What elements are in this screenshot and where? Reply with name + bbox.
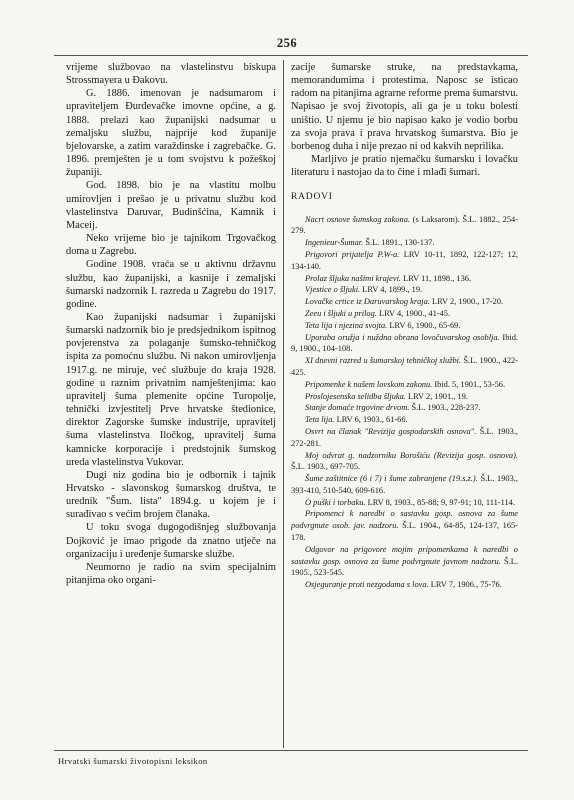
section-heading: RADOVI [291, 192, 333, 203]
work-entry [291, 379, 518, 391]
work-entry [291, 579, 518, 591]
page-number: 256 [276, 36, 298, 50]
work-reference: LRV 2, 1901., 19. [407, 391, 468, 401]
work-reference: Ibid. 9, 1900., 104-108. [291, 332, 519, 354]
work-title: Proslojesenska selidba šljuka. [305, 391, 406, 401]
work-reference: Š.L. 1900., 422-425. [291, 356, 519, 377]
work-title: XI dnevni razred u šumarskoj tehničkoj službi. [305, 356, 462, 366]
paragraph: Kao županijski nadsumar i županijski šumarski nadzornik bio je predsjednikom ispitnog povjerenstva za polaganje šumsko-tehničkog ispita za pomoćnu službu. Ni nakon umirovljenja 1917.g. ne miruje, već službuje do kraja 1928. godine u raznim privatnim namještenjima: kao upravitelj šuma plemenite općine Turopolje, tehnički izvjestitelj Prve hrvatske štedionice, direktor Zagorske šumske industrije, upravitelj šuma vlastelinstva Iločkog, upravitelj šuma kamnicke korporacije i predstojnik šumskog ureda vlastelinstva Vukovar. [66, 311, 276, 468]
paragraph: Godine 1908. vraća se u aktivnu državnu službu, kao županijski, a kasnije i zemaljski šumarski nadzornik I. razreda u Zagrebu do 1917. godine. [66, 259, 276, 310]
work-title: Ingenieur-Šumar. [305, 238, 364, 248]
paragraph: vrijeme službovao na vlastelinstvu biskupa Strossmayera u Đakovu. [66, 62, 276, 87]
work-entry [291, 308, 518, 320]
work-entry [291, 450, 518, 474]
works-list [291, 214, 518, 592]
work-entry [291, 320, 518, 332]
work-reference: (s Laksarom). Š.L. 1882., 254-279. [291, 214, 519, 236]
work-entry [291, 391, 518, 403]
work-title: Vjestice o šljuki. [305, 285, 361, 295]
work-title: Teta lija i njezina svojta. [305, 320, 388, 330]
work-entry [291, 332, 518, 356]
right-column [291, 61, 518, 591]
work-reference: LRV 4, 1900., 41-45. [378, 308, 451, 318]
work-entry [291, 414, 518, 426]
work-reference: Š.L. 1905., 523-545. [291, 556, 518, 578]
paragraph: Neumorno je radio na svim specijalnim pitanjima oko organi- [66, 561, 276, 587]
work-reference: LRV 6, 1903., 61-66. [336, 415, 408, 425]
column-divider [283, 60, 284, 748]
work-entry [291, 273, 518, 285]
footer-text: Hrvatski šumarski životopisni leksikon [58, 756, 208, 766]
header-rule [54, 55, 528, 56]
work-entry [291, 296, 518, 308]
work-entry [291, 497, 518, 509]
work-entry [291, 402, 518, 414]
paragraph: Marljivo je pratio njemačku šumarsku i lovačku literaturu i nastojao da to čine i mlađi šumari. [291, 154, 518, 179]
footer-rule [54, 750, 528, 751]
work-reference: Š.L. 1891., 130-137. [365, 238, 435, 248]
work-entry [291, 355, 518, 379]
work-title: Teta lija. [305, 415, 335, 425]
work-entry [291, 237, 518, 249]
work-title: Uporaba oružja i nuždna obrana lovočuvarskog osoblja. [305, 332, 500, 342]
work-reference: LRV 11, 1898., 136. [403, 273, 472, 283]
work-reference: Ibid. 5, 1901., 53-56. [434, 379, 506, 389]
work-reference: LRV 7, 1906., 75-76. [430, 580, 502, 590]
work-entry [291, 284, 518, 296]
work-reference: LRV 8, 1903., 85-88; 9, 97-91; 10, 111-114. [367, 497, 515, 507]
work-title: Prigovori prijatelja P.W-a. [305, 249, 400, 259]
work-title: Stanje domaće trgovine drvom. [305, 403, 410, 413]
work-title: Prolaz šljuka našimi krajevi. [305, 273, 401, 283]
work-title: Osvrt na članak "Revizija gospodarskih osnova". [305, 426, 477, 436]
work-reference: LRV 4, 1899., 19. [362, 285, 423, 295]
work-title: Nacrt osnove šumskog zakona. [305, 214, 410, 224]
paragraph: G. 1886. imenovan je nadsumarom i upraviteljem Đurđevačke imovne općine, a g. 1888. prelazi kao županijski nadsumar u zemaljsku službu, najprije kod županije bjelovarske, a zatim varaždinske i zagrebačke. G. 1896. premješten je u tom svojstvu k požeškoj županiji. [66, 88, 276, 179]
work-reference: LRV 10-11, 1892, 122-127; 12, 134-140. [291, 249, 518, 271]
work-entry [291, 544, 518, 579]
paragraph: Dugi niz godina bio je odbornik i tajnik Hrvatsko - slavonskog šumarskog društva, te urednik "Šum. lista" 1894.g. u kojem je i surađivao s većim brojem članaka. [66, 469, 276, 521]
work-title: Pripomenci k naredbi o sastavku gosp. osnova za šume podvrgnute osob. jav. nadzoru. [291, 509, 518, 531]
work-entry [291, 249, 518, 273]
work-reference: LRV 2, 1900., 17-20. [432, 297, 504, 307]
work-reference: Š.L. 1903., 393-410, 510-540, 609-616. [291, 474, 518, 495]
work-entry [291, 214, 518, 238]
work-reference: Š.L. 1903., 697-705. [291, 462, 361, 472]
work-reference: Š.L. 1903., 228-237. [411, 403, 481, 413]
work-entry [291, 426, 518, 450]
work-reference: Š.L. 1903., 272-281. [291, 426, 519, 448]
work-title: Odgovor na prigovore mojim pripomenkama k naredbi o sastavku gosp. osnova za šume podvrgnute javnom nadzoru. [291, 544, 518, 566]
work-reference: Š.L. 1904., 64-85, 124-137, 165-178. [291, 521, 518, 543]
paragraph: zacije šumarske struke, na predstavkama, memorandumima i protestima. Naposc se isticao radom na pitanjima agrarne reforme prema šumarstvu. Napisao je svoj životopis, ali ga je u toku bolesti uništio. U njemu je bio napisao kako je vodio borbu za svoja prava i prava hrvatskog šumarstva. Bio je borbenog duha i nije prezao ni od kakvih neprilika. [291, 62, 518, 152]
work-reference: LRV 6, 1900., 65-69. [389, 320, 461, 330]
work-title: Moj odvrat g. nadzorniku Borošiću (Revizija gosp. osnova). [305, 450, 518, 460]
work-title: Lovačke crtice iz Daruvarskog kraja. [305, 297, 430, 307]
paragraph: U toku svoga dugogodišnjeg službovanja Dojković je imao prigode da znatno utječe na organizaciju i uređenje šumarske službe. [66, 522, 276, 560]
work-title: Zeeu i šljuki u prilog. [305, 308, 377, 318]
left-column [66, 61, 276, 587]
work-title: Osjeguranje proti nezgodama s lova. [305, 580, 429, 590]
paragraph: Neko vrijeme bio je tajnikom Trgovačkog doma u Zagrebu. [66, 233, 276, 258]
work-entry [291, 508, 518, 543]
work-title: Šume zaštitnice (6 i 7) i šume zabranjene (19.s.z.). [305, 474, 478, 484]
work-title: Pripomenke k našem lovskom zakonu. [305, 379, 433, 389]
work-entry [291, 473, 518, 497]
paragraph: God. 1898. bio je na vlastitu molbu umirovljen i prešao je u privatnu službu kod vlastelinstva Daruvar, Budinšćina, Kamnik i Maceij. [66, 180, 276, 231]
work-title: O puški i torbaku. [305, 497, 366, 507]
